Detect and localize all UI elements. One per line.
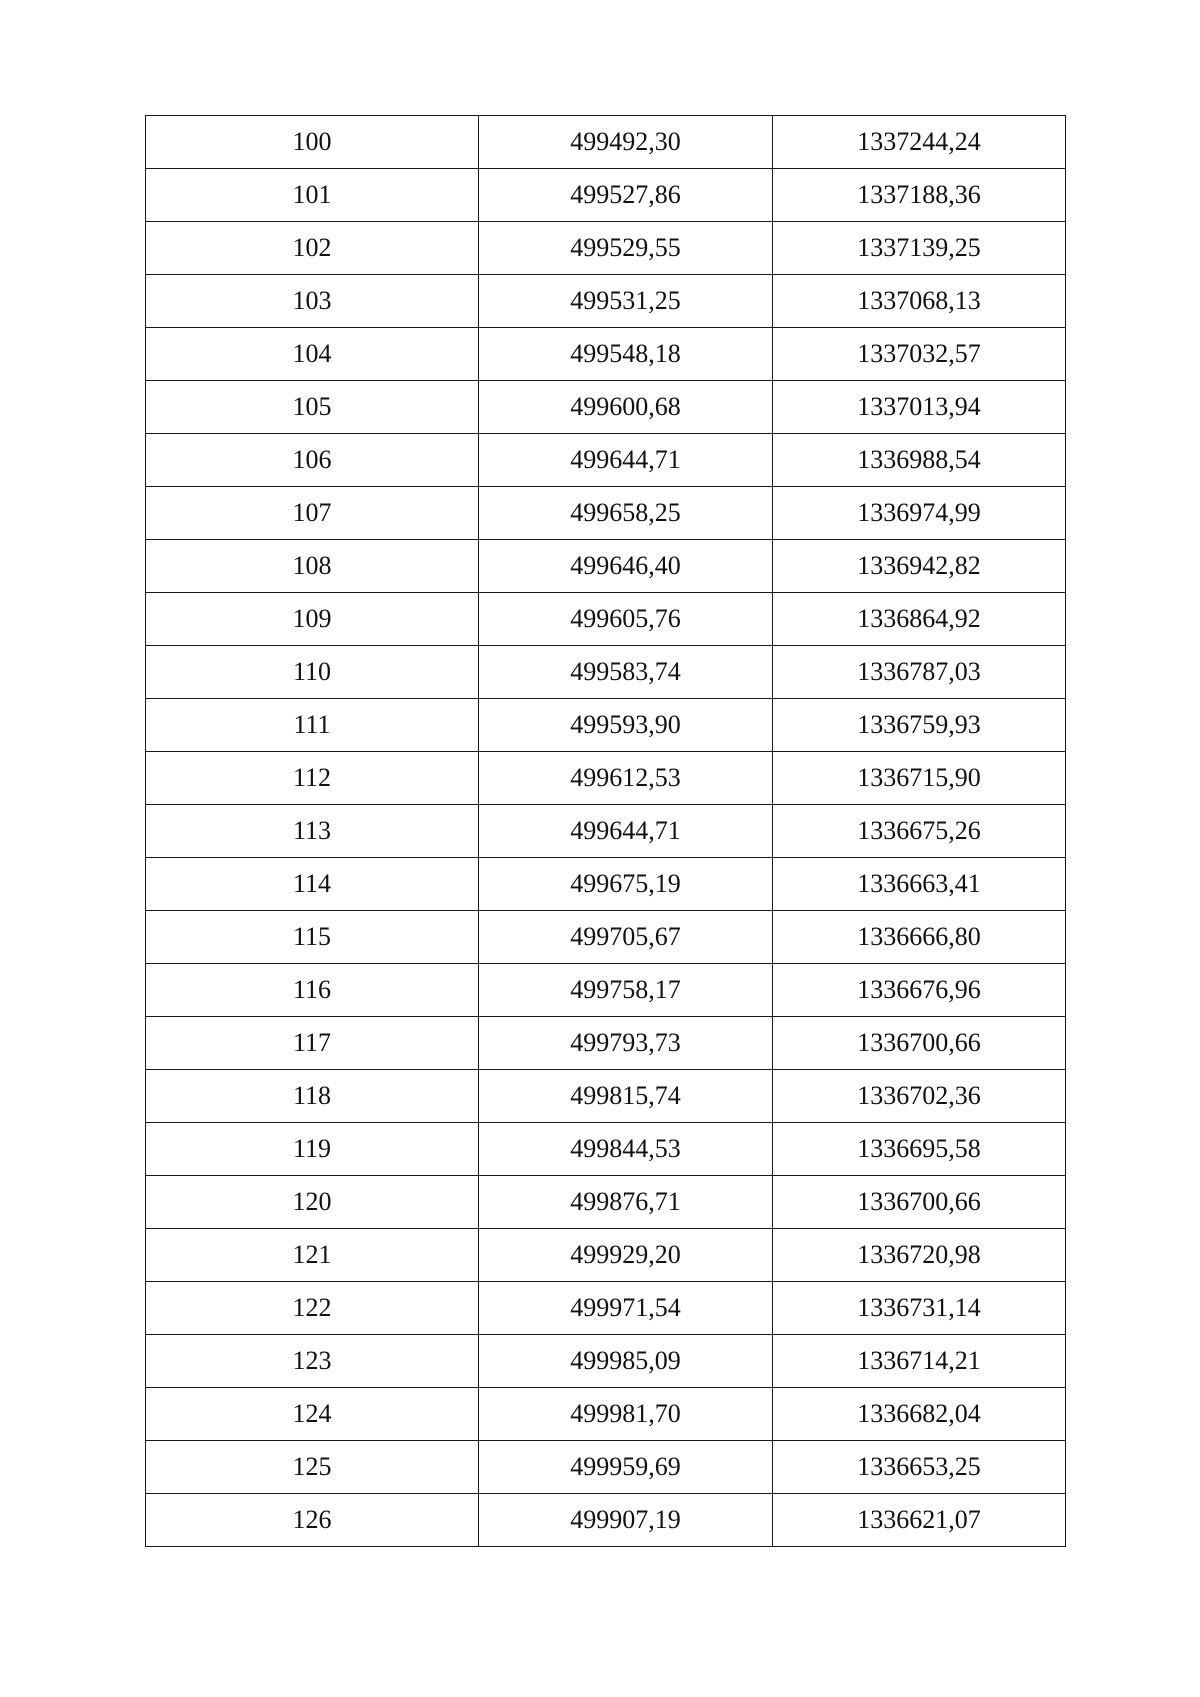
x-coordinate-cell: 499492,30 [479,116,773,169]
x-coordinate-cell: 499612,53 [479,752,773,805]
y-coordinate-cell: 1336759,93 [773,699,1066,752]
point-number-cell: 107 [146,487,479,540]
table-row [146,1282,1066,1335]
x-coordinate-cell: 499605,76 [479,593,773,646]
point-number-cell: 110 [146,646,479,699]
table-row [146,487,1066,540]
y-coordinate-cell: 1336715,90 [773,752,1066,805]
table-row [146,1335,1066,1388]
point-number-cell: 100 [146,116,479,169]
x-coordinate-cell: 499981,70 [479,1388,773,1441]
table-row [146,222,1066,275]
x-coordinate-cell: 499583,74 [479,646,773,699]
y-coordinate-cell: 1337013,94 [773,381,1066,434]
y-coordinate-cell: 1336663,41 [773,858,1066,911]
table-row [146,169,1066,222]
point-number-cell: 108 [146,540,479,593]
table-row [146,1494,1066,1547]
y-coordinate-cell: 1336988,54 [773,434,1066,487]
table-row [146,858,1066,911]
x-coordinate-cell: 499527,86 [479,169,773,222]
x-coordinate-cell: 499548,18 [479,328,773,381]
table-row [146,434,1066,487]
point-number-cell: 101 [146,169,479,222]
table-row [146,1017,1066,1070]
x-coordinate-cell: 499646,40 [479,540,773,593]
table-row [146,1070,1066,1123]
y-coordinate-cell: 1336676,96 [773,964,1066,1017]
x-coordinate-cell: 499959,69 [479,1441,773,1494]
table-row [146,1388,1066,1441]
table-row [146,1229,1066,1282]
y-coordinate-cell: 1336787,03 [773,646,1066,699]
y-coordinate-cell: 1337139,25 [773,222,1066,275]
x-coordinate-cell: 499658,25 [479,487,773,540]
y-coordinate-cell: 1336720,98 [773,1229,1066,1282]
x-coordinate-cell: 499758,17 [479,964,773,1017]
point-number-cell: 109 [146,593,479,646]
point-number-cell: 115 [146,911,479,964]
point-number-cell: 114 [146,858,479,911]
x-coordinate-cell: 499907,19 [479,1494,773,1547]
table-row [146,381,1066,434]
point-number-cell: 122 [146,1282,479,1335]
x-coordinate-cell: 499876,71 [479,1176,773,1229]
table-row [146,1123,1066,1176]
y-coordinate-cell: 1336695,58 [773,1123,1066,1176]
coordinates-table [145,115,1066,1547]
coordinates-table-body [146,116,1066,1547]
table-row [146,593,1066,646]
x-coordinate-cell: 499985,09 [479,1335,773,1388]
point-number-cell: 121 [146,1229,479,1282]
y-coordinate-cell: 1336702,36 [773,1070,1066,1123]
point-number-cell: 119 [146,1123,479,1176]
y-coordinate-cell: 1336682,04 [773,1388,1066,1441]
x-coordinate-cell: 499844,53 [479,1123,773,1176]
point-number-cell: 117 [146,1017,479,1070]
point-number-cell: 102 [146,222,479,275]
x-coordinate-cell: 499929,20 [479,1229,773,1282]
y-coordinate-cell: 1336974,99 [773,487,1066,540]
y-coordinate-cell: 1336942,82 [773,540,1066,593]
x-coordinate-cell: 499600,68 [479,381,773,434]
y-coordinate-cell: 1337032,57 [773,328,1066,381]
y-coordinate-cell: 1336731,14 [773,1282,1066,1335]
table-row [146,699,1066,752]
y-coordinate-cell: 1336700,66 [773,1176,1066,1229]
table-row [146,964,1066,1017]
point-number-cell: 116 [146,964,479,1017]
table-row [146,1176,1066,1229]
point-number-cell: 106 [146,434,479,487]
x-coordinate-cell: 499644,71 [479,434,773,487]
x-coordinate-cell: 499815,74 [479,1070,773,1123]
table-row [146,911,1066,964]
point-number-cell: 126 [146,1494,479,1547]
point-number-cell: 104 [146,328,479,381]
point-number-cell: 118 [146,1070,479,1123]
y-coordinate-cell: 1337244,24 [773,116,1066,169]
table-row [146,328,1066,381]
y-coordinate-cell: 1336714,21 [773,1335,1066,1388]
point-number-cell: 111 [146,699,479,752]
table-row [146,275,1066,328]
x-coordinate-cell: 499531,25 [479,275,773,328]
table-row [146,752,1066,805]
table-row [146,805,1066,858]
table-row [146,116,1066,169]
table-row [146,646,1066,699]
y-coordinate-cell: 1336675,26 [773,805,1066,858]
point-number-cell: 113 [146,805,479,858]
y-coordinate-cell: 1337068,13 [773,275,1066,328]
table-row [146,1441,1066,1494]
x-coordinate-cell: 499793,73 [479,1017,773,1070]
point-number-cell: 103 [146,275,479,328]
x-coordinate-cell: 499593,90 [479,699,773,752]
y-coordinate-cell: 1336621,07 [773,1494,1066,1547]
table-row [146,540,1066,593]
x-coordinate-cell: 499644,71 [479,805,773,858]
point-number-cell: 123 [146,1335,479,1388]
x-coordinate-cell: 499971,54 [479,1282,773,1335]
y-coordinate-cell: 1337188,36 [773,169,1066,222]
point-number-cell: 124 [146,1388,479,1441]
x-coordinate-cell: 499705,67 [479,911,773,964]
point-number-cell: 120 [146,1176,479,1229]
y-coordinate-cell: 1336666,80 [773,911,1066,964]
point-number-cell: 125 [146,1441,479,1494]
x-coordinate-cell: 499529,55 [479,222,773,275]
point-number-cell: 105 [146,381,479,434]
y-coordinate-cell: 1336864,92 [773,593,1066,646]
y-coordinate-cell: 1336653,25 [773,1441,1066,1494]
y-coordinate-cell: 1336700,66 [773,1017,1066,1070]
point-number-cell: 112 [146,752,479,805]
x-coordinate-cell: 499675,19 [479,858,773,911]
